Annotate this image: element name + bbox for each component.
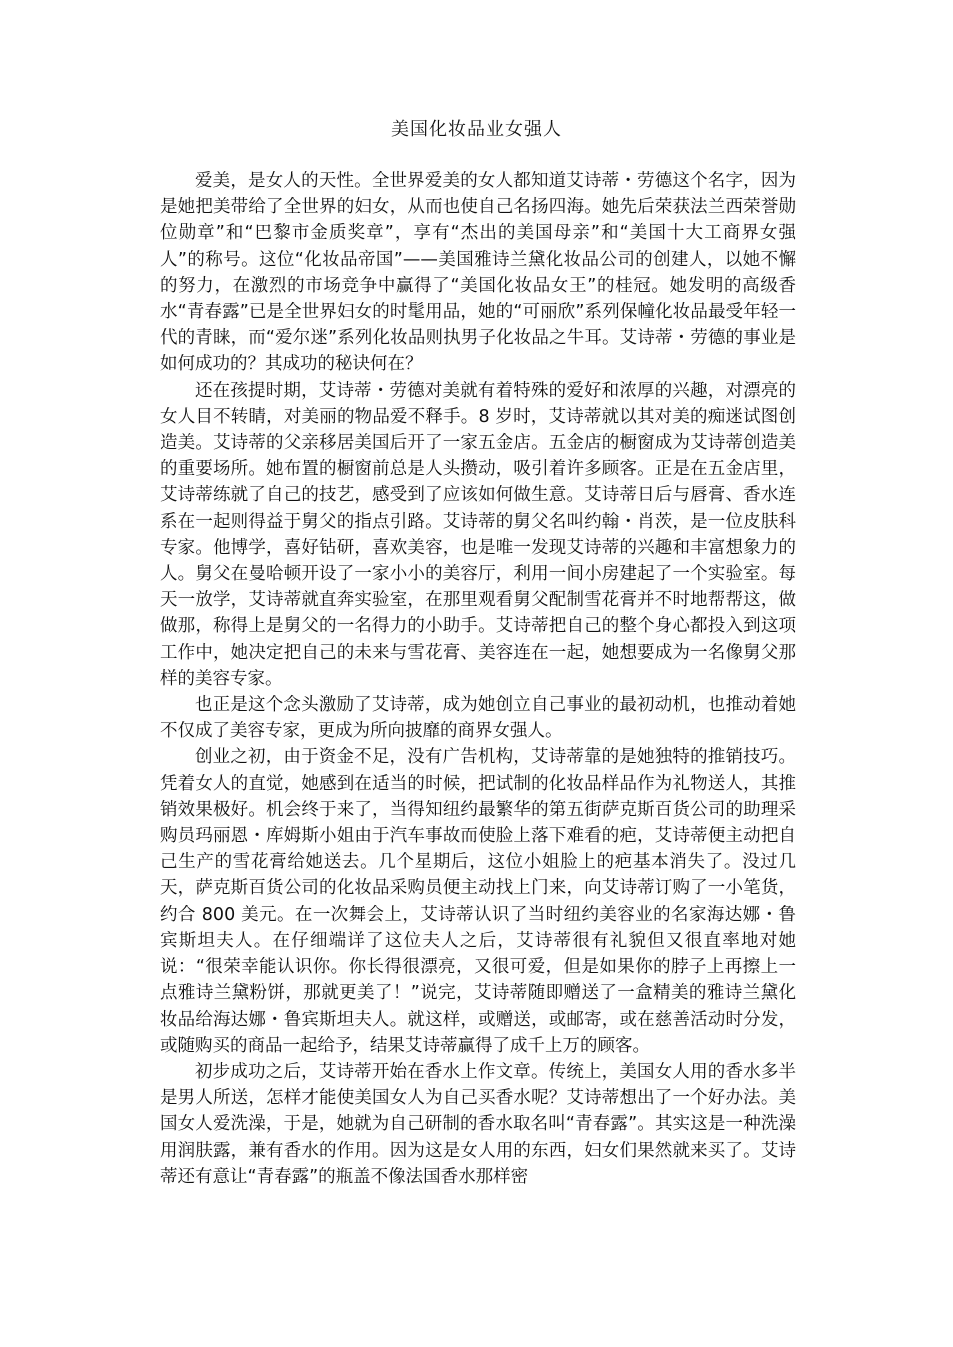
paragraph-4: 创业之初，由于资金不足，没有广告机构，艾诗蒂靠的是她独特的推销技巧。凭着女人的直觉，她感到在适当的时候，把试制的化妆品样品作为礼物送人，其推销效果极好。机会终于来了，当得知纽约最繁华的第五街萨克斯百货公司的助理采购员玛丽恩・库姆斯小姐由于汽车事故而使脸上落下难看的疤，艾诗蒂便主动把自己生产的雪花膏给她送去。几个星期后，这位小姐脸上的疤基本消失了。没过几天，萨克斯百货公司的化妆品采购员便主动找上门来，向艾诗蒂订购了一小笔货，约合 800 美元。在一次舞会上，艾诗蒂认识了当时纽约美容业的名家海达娜・鲁宾斯坦夫人。在仔细端详了这位夫人之后，艾诗蒂很有礼貌但又很直率地对她说：“很荣幸能认识你。你长得很漂亮，又很可爱，但是如果你的脖子上再擦上一点雅诗兰黛粉饼，那就更美了！”说完，艾诗蒂随即赠送了一盒精美的雅诗兰黛化妆品给海达娜・鲁宾斯坦夫人。就这样，或赠送，或邮寄，或在慈善活动时分发，或随购买的商品一起给予，结果艾诗蒂赢得了成千上万的顾客。 — [160, 747, 796, 1056]
document-body — [160, 168, 796, 1190]
paragraph-3: 也正是这个念头激励了艾诗蒂，成为她创立自己事业的最初动机，也推动着她不仅成了美容专家，更成为所向披靡的商界女强人。 — [160, 695, 796, 742]
paragraph-5: 初步成功之后，艾诗蒂开始在香水上作文章。传统上，美国女人用的香水多半是男人所送，怎样才能使美国女人为自己买香水呢？艾诗蒂想出了一个好办法。美国女人爱洗澡，于是，她就为自己研制的香水取名叫“青春露”。其实这是一种洗澡用润肤露，兼有香水的作用。因为这是女人用的东西，妇女们果然就来买了。艾诗蒂还有意让“青春露”的瓶盖不像法国香水那样密 — [160, 1061, 796, 1187]
paragraph-1: 爱美，是女人的天性。全世界爱美的女人都知道艾诗蒂・劳德这个名字，因为是她把美带给了全世界的妇女，从而也使自己名扬四海。她先后荣获法兰西荣誉勋位勋章”和“巴黎市金质奖章”，享有“杰出的美国母亲”和“美国十大工商界女强人”的称号。这位“化妆品帝国”——美国雅诗兰黛化妆品公司的创建人，以她不懈的努力，在激烈的市场竞争中赢得了“美国化妆品女王”的桂冠。她发明的高级香水“青春露”已是全世界妇女的时髦用品，她的“可丽欣”系列保幢化妆品最受年轻一代的青睐，而“爱尔迷”系列化妆品则执男子化妆品之牛耳。艾诗蒂・劳德的事业是如何成功的？其成功的秘诀何在？ — [160, 171, 796, 375]
paragraph-2: 还在孩提时期，艾诗蒂・劳德对美就有着特殊的爱好和浓厚的兴趣，对漂亮的女人目不转睛，对美丽的物品爱不释手。8 岁时，艾诗蒂就以其对美的痴迷试图创造美。艾诗蒂的父亲移居美国后开了一家五金店。五金店的橱窗成为艾诗蒂创造美的重要场所。她布置的橱窗前总是人头攒动，吸引着许多顾客。正是在五金店里，艾诗蒂练就了自己的技艺，感受到了应该如何做生意。艾诗蒂日后与唇膏、香水连系在一起则得益于舅父的指点引路。艾诗蒂的舅父名叫约翰・肖茨，是一位皮肤科专家。他博学，喜好钻研，喜欢美容，也是唯一发现艾诗蒂的兴趣和丰富想象力的人。舅父在曼哈顿开设了一家小小的美容厅，利用一间小房建起了一个实验室。每天一放学，艾诗蒂就直奔实验室，在那里观看舅父配制雪花膏并不时地帮帮这，做做那，称得上是舅父的一名得力的小助手。艾诗蒂把自己的整个身心都投入到这项工作中，她决定把自己的未来与雪花膏、美容连在一起，她想要成为一名像舅父那样的美容专家。 — [160, 380, 796, 689]
document-title: 美国化妆品业女强人 — [391, 119, 562, 140]
